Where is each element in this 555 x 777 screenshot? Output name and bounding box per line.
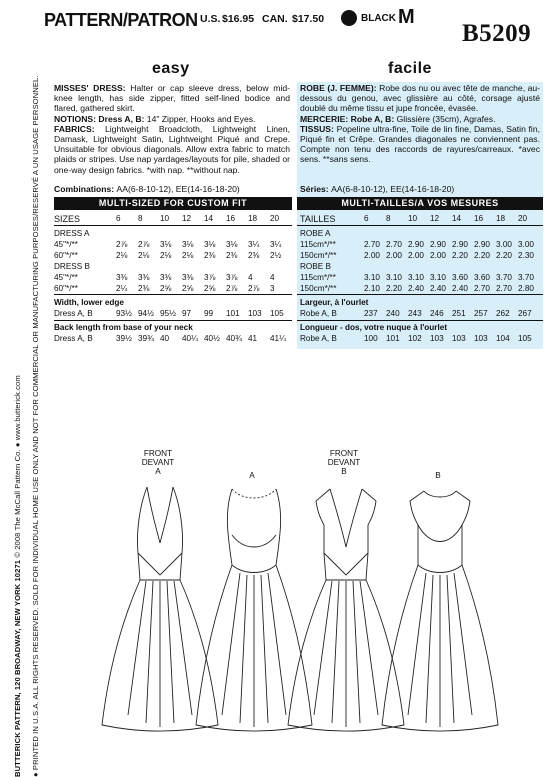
table-cell: 2.40 — [408, 284, 424, 293]
size-cell: 16 — [226, 214, 236, 223]
table-cell: 3⅜ — [182, 273, 194, 282]
row-label: 115cm*/** — [300, 273, 336, 282]
combinations-en — [54, 184, 240, 194]
table-cell: 3.10 — [408, 273, 424, 282]
table-cell: 3.00 — [518, 240, 534, 249]
size-cell: 12 — [430, 214, 440, 223]
copyright-line: © 2008 The McCall Pattern Co. — [13, 449, 22, 558]
table-row — [54, 272, 292, 283]
table-row — [300, 322, 540, 333]
table-cell: 41 — [248, 334, 258, 343]
french-description — [300, 83, 540, 165]
table-cell: 95½ — [160, 309, 176, 318]
table-row — [54, 261, 292, 272]
table-cell: 2.30 — [518, 251, 534, 260]
table-cell: 2⅝ — [160, 284, 172, 293]
fabrics-text-fr: Popeline ultra-fine, Toile de lin fine, Damas, Satin fin, Piqué fin et Crêpe. Grandes diagonales ne conviennent pas. Compte non tenu des raccords de rayures/carreaux. *avec sens. **sans sens. — [300, 123, 541, 165]
table-cell: 100 — [364, 334, 378, 343]
table-row — [300, 213, 540, 224]
table-cell: 101 — [386, 334, 400, 343]
table-cell: 2.20 — [474, 251, 490, 260]
front-text: FRONT — [143, 449, 173, 458]
desc-label-fr: ROBE (J. FEMME): — [300, 83, 377, 93]
table-cell: 2.00 — [408, 251, 424, 260]
us-label: U.S. — [200, 13, 221, 25]
row-label: Robe A, B — [300, 334, 337, 343]
table-cell: 237 — [364, 309, 378, 318]
table-cell: 2.20 — [452, 251, 468, 260]
table-cell: 2.70 — [474, 284, 490, 293]
row-label: 115cm*/** — [300, 240, 336, 249]
row-label: 150cm*/** — [300, 251, 337, 260]
row-label: Dress A, B — [54, 309, 93, 318]
table-cell: 2⅝ — [204, 284, 216, 293]
table-cell: 102 — [408, 334, 422, 343]
divider — [297, 294, 543, 295]
view-letter: B — [435, 471, 441, 480]
french-bar: MULTI-TAILLES/A VOS MESURES — [297, 197, 543, 210]
table-cell: 4 — [248, 273, 253, 282]
size-cell: 18 — [248, 214, 258, 223]
size-cell: 20 — [270, 214, 280, 223]
combinations-fr — [300, 184, 454, 194]
table-cell: 246 — [430, 309, 444, 318]
table-cell: 4 — [270, 273, 275, 282]
table-cell: 3¼ — [270, 240, 282, 249]
size-cell: 8 — [386, 214, 391, 223]
divider — [54, 225, 292, 226]
table-cell: 3.70 — [496, 273, 512, 282]
front-text: FRONT — [329, 449, 359, 458]
table-cell: 251 — [452, 309, 466, 318]
view-letter: B — [341, 467, 347, 476]
table-cell: 2⅝ — [182, 284, 194, 293]
table-row — [54, 297, 292, 308]
size-cell: 18 — [496, 214, 506, 223]
table-cell: 104 — [496, 334, 510, 343]
table-cell: 3⅜ — [138, 273, 150, 282]
table-row — [54, 250, 292, 261]
table-cell: 2.90 — [452, 240, 468, 249]
table-cell: 3 — [270, 284, 275, 293]
sizes-label-fr: TAILLES — [300, 213, 336, 224]
table-row — [300, 283, 540, 294]
table-cell: 2⅞ — [248, 284, 260, 293]
table-cell: 105 — [518, 334, 532, 343]
table-row — [300, 308, 540, 319]
notions-label-fr: MERCERIE: Robe A, B: — [300, 113, 395, 124]
desc-text-fr: Robe dos nu ou avec tête de manche, au-dessous du genou, avec glissière au côté, corsage ajusté doublé du même tissu et jupe froncée, évasée. — [300, 83, 541, 114]
combinations-value: AA(6-8-10-12), EE(14-16-18-20) — [116, 184, 240, 194]
desc-text: Halter or cap sleeve dress, below mid-knee length, has side zipper, fitted self-lined bodice and flared, gathered skirt. — [54, 83, 290, 114]
devant-text: DEVANT — [141, 458, 175, 467]
table-cell: 93½ — [116, 309, 132, 318]
table-cell: 2⅞ — [116, 240, 128, 249]
table-cell: 3⅛ — [160, 240, 172, 249]
table-row — [54, 333, 292, 344]
table-cell: 2.80 — [518, 284, 534, 293]
can-label: CAN. — [262, 13, 288, 25]
table-cell: 94½ — [138, 309, 154, 318]
table-cell: 240 — [386, 309, 400, 318]
table-row — [300, 250, 540, 261]
table-cell: 40¼ — [182, 334, 198, 343]
table-cell: 2.00 — [386, 251, 402, 260]
size-cell: 10 — [408, 214, 418, 223]
sketch-label-front-a — [128, 449, 188, 476]
desc-label: MISSES' DRESS: — [54, 83, 126, 93]
table-cell: 40¾ — [226, 334, 242, 343]
english-description — [54, 83, 290, 175]
table-row — [54, 322, 292, 333]
view-letter: A — [249, 471, 255, 480]
header-title: PATTERN/PATRON — [44, 10, 198, 30]
table-cell: 40½ — [204, 334, 220, 343]
sketch-label-back-a — [222, 471, 282, 480]
divider — [297, 225, 543, 226]
table-row — [300, 297, 540, 308]
table-cell: 39½ — [116, 334, 132, 343]
notions-label: NOTIONS: Dress A, B: — [54, 113, 145, 124]
color-label: BLACK — [361, 13, 396, 24]
view-letter: A — [155, 467, 161, 476]
width-label-fr: Largeur, à l'ourlet — [300, 298, 369, 307]
table-cell: 262 — [496, 309, 510, 318]
sidebar-notice — [31, 77, 45, 777]
can-price: $17.50 — [292, 13, 325, 25]
table-cell: 2.90 — [408, 240, 424, 249]
table-row — [300, 239, 540, 250]
row-label: Dress A, B — [54, 334, 93, 343]
table-cell: 3⅛ — [204, 240, 216, 249]
table-cell: 3⅞ — [204, 273, 216, 282]
sidebar-legal-text: BUTTERICK PATTERN, 120 BROADWAY, NEW YORK 10271 © 2008 The McCall Pattern Co. ● www.butterick.com — [13, 375, 22, 777]
back-length-label-fr: Longueur - dos, votre nuque à l'ourlet — [300, 323, 448, 332]
table-cell: 105 — [270, 309, 284, 318]
table-row — [54, 213, 292, 224]
fabrics-text: Lightweight Broadcloth, Lightweight Linen, Damask, Lightweight Satin, Lightweight Piqué and Crepe. Unsuitable for obvious diagonals. Allow extra fabric to match plaids or stripes. Use nap yardages/layouts for pile, shaded or one-way design fabrics. *with nap. **without nap. — [54, 123, 290, 175]
table-cell: 2.10 — [364, 284, 380, 293]
table-cell: 3.60 — [474, 273, 490, 282]
size-cell: 16 — [474, 214, 484, 223]
table-cell: 3.00 — [496, 240, 512, 249]
english-level: easy — [152, 60, 190, 77]
notions-text: 14" Zipper, Hooks and Eyes. — [146, 113, 256, 124]
table-cell: 2.00 — [364, 251, 380, 260]
table-row — [300, 261, 540, 272]
size-cell: 8 — [138, 214, 143, 223]
english-size-table — [54, 213, 292, 344]
back-length-label: Back length from base of your neck — [54, 323, 193, 332]
table-cell: 2⅛ — [116, 251, 128, 260]
fabrics-label-fr: TISSUS: — [300, 123, 334, 134]
table-cell: 99 — [204, 309, 214, 318]
pattern-number: B5209 — [462, 20, 532, 47]
size-cell: 20 — [518, 214, 528, 223]
table-cell: 2⅜ — [248, 251, 260, 260]
table-row — [54, 239, 292, 250]
table-cell: 3⅛ — [182, 240, 194, 249]
table-cell: 103 — [430, 334, 444, 343]
combinations-label: Combinations: — [54, 184, 115, 194]
size-label: M — [398, 6, 415, 28]
table-cell: 2.70 — [364, 240, 380, 249]
table-cell: 2⅛ — [182, 251, 194, 260]
sketch-label-front-b — [314, 449, 374, 476]
table-cell: 41¼ — [270, 334, 286, 343]
table-row — [300, 228, 540, 239]
table-cell: 2.70 — [386, 240, 402, 249]
row-label: Robe A, B — [300, 309, 337, 318]
divider — [54, 320, 292, 321]
table-cell: 2¼ — [116, 284, 128, 293]
table-cell: 3.70 — [518, 273, 534, 282]
table-cell: 2.70 — [496, 284, 512, 293]
table-cell: 2.90 — [474, 240, 490, 249]
table-cell: 2⅜ — [204, 251, 216, 260]
size-cell: 14 — [452, 214, 462, 223]
table-cell: 2⅜ — [226, 251, 238, 260]
fabrics-label: FABRICS: — [54, 123, 95, 134]
english-bar: MULTI-SIZED FOR CUSTOM FIT — [54, 197, 292, 210]
table-cell: 103 — [474, 334, 488, 343]
size-cell: 12 — [182, 214, 192, 223]
devant-text: DEVANT — [327, 458, 361, 467]
combinations-label-fr: Séries: — [300, 184, 329, 194]
table-cell: 3⅜ — [160, 273, 172, 282]
dress-b-label-fr: ROBE B — [300, 262, 331, 271]
dress-a-label-fr: ROBE A — [300, 229, 331, 238]
table-cell: 3.60 — [452, 273, 468, 282]
size-cell: 6 — [364, 214, 369, 223]
width-label: Width, lower edge — [54, 298, 124, 307]
table-cell: 3⅞ — [226, 273, 238, 282]
table-cell: 2½ — [270, 251, 282, 260]
size-cell: 10 — [160, 214, 170, 223]
row-label: 60"*/** — [54, 284, 78, 293]
table-cell: 3.10 — [364, 273, 380, 282]
table-row — [54, 228, 292, 239]
row-label: 45"*/** — [54, 240, 78, 249]
table-cell: 2⅞ — [226, 284, 238, 293]
bullet-icon: ● — [31, 772, 40, 777]
table-row — [300, 333, 540, 344]
table-row — [54, 308, 292, 319]
table-row — [54, 283, 292, 294]
size-cell: 14 — [204, 214, 214, 223]
divider — [297, 320, 543, 321]
publisher-line: BUTTERICK PATTERN, 120 BROADWAY, NEW YORK 10271 — [13, 559, 22, 777]
table-cell: 2⅜ — [138, 284, 150, 293]
sizes-label: SIZES — [54, 213, 81, 224]
table-cell: 3⅜ — [116, 273, 128, 282]
french-level: facile — [388, 60, 432, 77]
dress-b-back-sketch — [380, 485, 500, 735]
divider — [54, 294, 292, 295]
table-cell: 2.40 — [452, 284, 468, 293]
french-size-table — [300, 213, 540, 344]
row-label: 150cm*/** — [300, 284, 337, 293]
dress-b-label: DRESS B — [54, 262, 90, 271]
color-dot-icon — [341, 10, 357, 26]
notions-text-fr: Glissière (35cm), Agrafes. — [396, 113, 496, 124]
table-cell: 103 — [452, 334, 466, 343]
combinations-value-fr: AA(6-8-10-12), EE(14-16-18-20) — [331, 184, 455, 194]
table-cell: 39¾ — [138, 334, 154, 343]
table-cell: 2.40 — [430, 284, 446, 293]
us-price: $16.95 — [222, 13, 255, 25]
table-cell: 3⅛ — [226, 240, 238, 249]
table-cell: 257 — [474, 309, 488, 318]
table-cell: 2.00 — [430, 251, 446, 260]
table-row — [300, 272, 540, 283]
sketch-label-back-b — [408, 471, 468, 480]
table-cell: 3¼ — [248, 240, 260, 249]
row-label: 45"*/** — [54, 273, 78, 282]
row-label: 60"*/** — [54, 251, 78, 260]
table-cell: 2.20 — [496, 251, 512, 260]
table-cell: 2.20 — [386, 284, 402, 293]
printed-line: PRINTED IN U.S.A. ALL RIGHTS RESERVED. — [31, 607, 40, 771]
table-cell: 3.10 — [430, 273, 446, 282]
table-cell: 2⅛ — [138, 251, 150, 260]
table-cell: 2⅛ — [160, 251, 172, 260]
size-cell: 6 — [116, 214, 121, 223]
website-line: www.butterick.com — [13, 375, 22, 441]
table-cell: 40 — [160, 334, 170, 343]
table-cell: 97 — [182, 309, 192, 318]
table-cell: 103 — [248, 309, 262, 318]
dress-a-label: DRESS A — [54, 229, 90, 238]
table-cell: 2.90 — [430, 240, 446, 249]
notice-line: SOLD FOR INDIVIDUAL HOME USE ONLY AND NOT FOR COMMERCIAL OR MANUFACTURING PURPOSES/RESERVÉ A UN USAGE PERSONNEL. — [31, 75, 40, 606]
table-cell: 267 — [518, 309, 532, 318]
table-cell: 3.10 — [386, 273, 402, 282]
table-cell: 2⅞ — [138, 240, 150, 249]
table-cell: 101 — [226, 309, 240, 318]
table-cell: 243 — [408, 309, 422, 318]
